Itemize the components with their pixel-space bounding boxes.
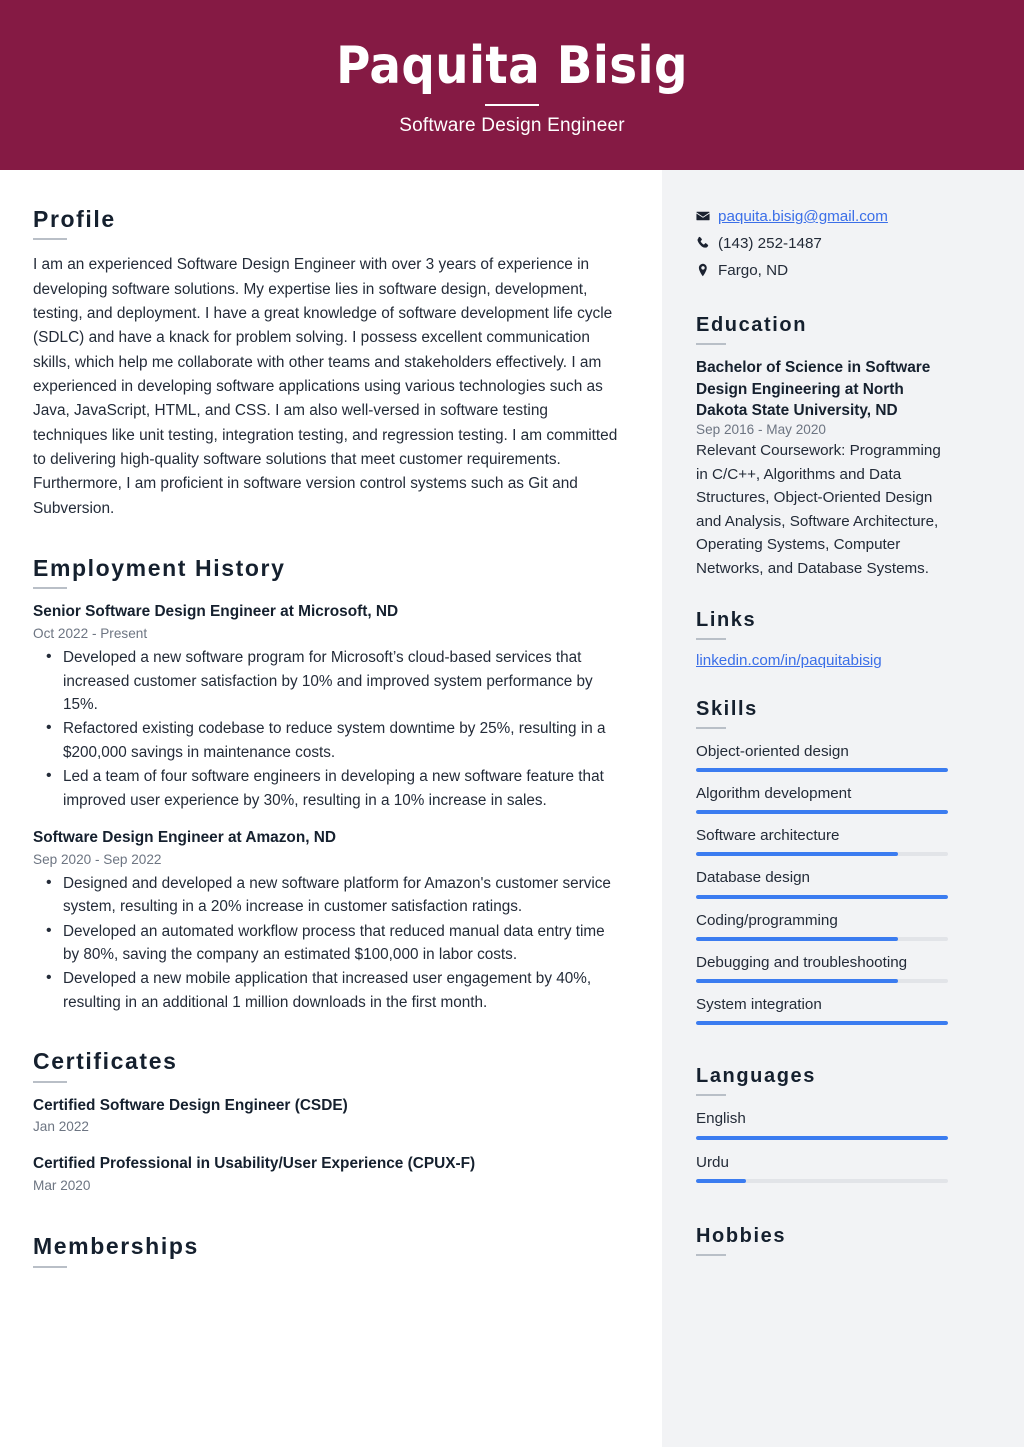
certificate-title: Certified Professional in Usability/User Experience (CPUX-F) [33, 1155, 476, 1173]
skill-bar-track [696, 1021, 948, 1025]
language-bar-fill [696, 1136, 948, 1140]
profile-heading-rule [33, 238, 67, 240]
language-label: English [696, 1110, 746, 1128]
contact-phone-value: (143) 252-1487 [718, 234, 822, 252]
certificates-heading-rule [33, 1081, 67, 1083]
skill-item [696, 994, 948, 1025]
job-entry [33, 828, 620, 1014]
skill-bar-fill [696, 852, 898, 856]
education-heading: Education [696, 314, 808, 337]
link-linkedin[interactable]: linkedin.com/in/paquitabisig [696, 651, 882, 669]
contact-phone-row [696, 233, 948, 256]
skill-label: Debugging and troubleshooting [696, 953, 908, 971]
skill-label: Software architecture [696, 827, 840, 845]
job-bullet: • Developed a new software program for Microsoft’s cloud-based services that increased customer satisfaction by 10% and improved system performance by 15%. [63, 646, 620, 716]
contact-email-row [696, 206, 948, 229]
phone-icon [696, 233, 718, 250]
skill-label: Coding/programming [696, 911, 838, 929]
profile-text: I am an experienced Software Design Engineer with over 3 years of experience in developing software solutions. My expertise lies in software design, development, testing, and deployment. I have a great knowledge of software development life cycle (SDLC) and have a knack for problem solving. I possess excellent communication skills, which help me collaborate with other teams and stakeholders effectively. I am experienced in developing software applications using various technologies such as Java, JavaScript, HTML, and CSS. I am also well-versed in software testing techniques like unit testing, integration testing, and regression testing. I am committed to delivering high-quality software solutions that meet customer requirements. Furthermore, I am proficient in software version control systems such as Git and Subversion. [33, 256, 618, 517]
skill-label: Database design [696, 869, 810, 887]
section-memberships [33, 1233, 620, 1267]
skill-label: System integration [696, 996, 822, 1014]
skill-bar-fill [696, 895, 948, 899]
section-certificates [33, 1048, 620, 1195]
language-label: Urdu [696, 1153, 729, 1171]
contact-email-link[interactable]: paquita.bisig@gmail.com [718, 208, 888, 225]
language-bar-fill [696, 1179, 746, 1183]
skill-item [696, 867, 948, 898]
skill-item [696, 783, 948, 814]
resume-body [0, 170, 1024, 1447]
certificate-title: Certified Software Design Engineer (CSDE) [33, 1096, 348, 1114]
certificate-date: Mar 2020 [33, 1178, 91, 1194]
education-heading-rule [696, 343, 726, 345]
certificate-entry [33, 1096, 620, 1137]
links-heading-rule [696, 638, 726, 640]
skills-heading: Skills [696, 697, 758, 720]
language-item [696, 1152, 948, 1183]
skill-bar-track [696, 895, 948, 899]
skill-item [696, 952, 948, 983]
job-bullets [33, 872, 620, 1014]
job-date: Oct 2022 - Present [33, 626, 148, 642]
skill-bar-fill [696, 979, 898, 983]
skill-bar-fill [696, 810, 948, 814]
education-description: Relevant Coursework: Programming in C/C++, Algorithms and Data Structures, Object-Oriented Design and Analysis, Software Architecture, Operating Systems, Computer Networks, and Database Systems. [696, 442, 941, 577]
education-date: Sep 2016 - May 2020 [696, 422, 826, 438]
job-title: Senior Software Design Engineer at Microsoft, ND [33, 603, 399, 621]
skill-bar-fill [696, 768, 948, 772]
main-column [0, 170, 662, 1447]
education-entry [696, 357, 948, 580]
skill-label: Algorithm development [696, 784, 852, 802]
skill-item [696, 741, 948, 772]
languages-heading: Languages [696, 1065, 816, 1088]
hobbies-heading-rule [696, 1254, 726, 1256]
hobbies-heading: Hobbies [696, 1225, 787, 1248]
languages-heading-rule [696, 1094, 726, 1096]
section-profile [33, 206, 620, 521]
contact-list [696, 206, 948, 282]
section-links [696, 609, 948, 670]
employment-heading-rule [33, 587, 67, 589]
certificate-date: Jan 2022 [33, 1119, 89, 1135]
resume-header [0, 0, 1024, 170]
memberships-heading-rule [33, 1266, 67, 1268]
candidate-name: Paquita Bisig [336, 36, 688, 97]
header-divider [485, 104, 539, 106]
job-bullet: • Led a team of four software engineers in developing a new software feature that improved user experience by 30%, resulting in a 10% increase in sales. [63, 765, 620, 812]
section-education [696, 314, 948, 580]
skill-bar-track [696, 768, 948, 772]
skill-label: Object-oriented design [696, 742, 849, 760]
skill-bar-fill [696, 937, 898, 941]
skill-bar-fill [696, 1021, 948, 1025]
job-date: Sep 2020 - Sep 2022 [33, 851, 162, 867]
section-skills [696, 698, 948, 1026]
job-bullet: • Developed a new mobile application that increased user engagement by 40%, resulting in an additional 1 million downloads in the first month. [63, 967, 620, 1014]
skill-bar-track [696, 937, 948, 941]
employment-heading: Employment History [33, 555, 286, 582]
section-employment-history [33, 555, 620, 1014]
links-heading: Links [696, 608, 757, 631]
job-bullet: • Refactored existing codebase to reduce system downtime by 25%, resulting in a $200,000 savings in maintenance costs. [63, 717, 620, 764]
contact-location-value: Fargo, ND [718, 261, 789, 279]
job-bullets [33, 646, 620, 812]
memberships-heading: Memberships [33, 1233, 199, 1260]
section-hobbies [696, 1225, 948, 1256]
job-bullet: • Designed and developed a new software platform for Amazon's customer service system, resulting in a 20% increase in customer satisfaction ratings. [63, 872, 620, 919]
education-title: Bachelor of Science in Software Design Engineering at North Dakota State University, ND [696, 359, 931, 419]
candidate-job-title: Software Design Engineer [399, 114, 625, 136]
certificates-heading: Certificates [33, 1048, 178, 1075]
envelope-icon [696, 206, 718, 223]
job-entry [33, 602, 620, 812]
job-title: Software Design Engineer at Amazon, ND [33, 829, 337, 847]
skill-bar-track [696, 852, 948, 856]
section-languages [696, 1065, 948, 1183]
language-bar-track [696, 1136, 948, 1140]
contact-location-row [696, 260, 948, 283]
skills-heading-rule [696, 727, 726, 729]
certificate-entry [33, 1154, 620, 1195]
sidebar-column [662, 170, 1024, 1447]
language-item [696, 1108, 948, 1139]
profile-heading: Profile [33, 206, 116, 232]
location-pin-icon [696, 260, 718, 277]
skill-item [696, 825, 948, 856]
skill-bar-track [696, 810, 948, 814]
skill-bar-track [696, 979, 948, 983]
language-bar-track [696, 1179, 948, 1183]
skill-item [696, 910, 948, 941]
job-bullet: • Developed an automated workflow process that reduced manual data entry time by 80%, saving the company an estimated $100,000 in labor costs. [63, 920, 620, 967]
